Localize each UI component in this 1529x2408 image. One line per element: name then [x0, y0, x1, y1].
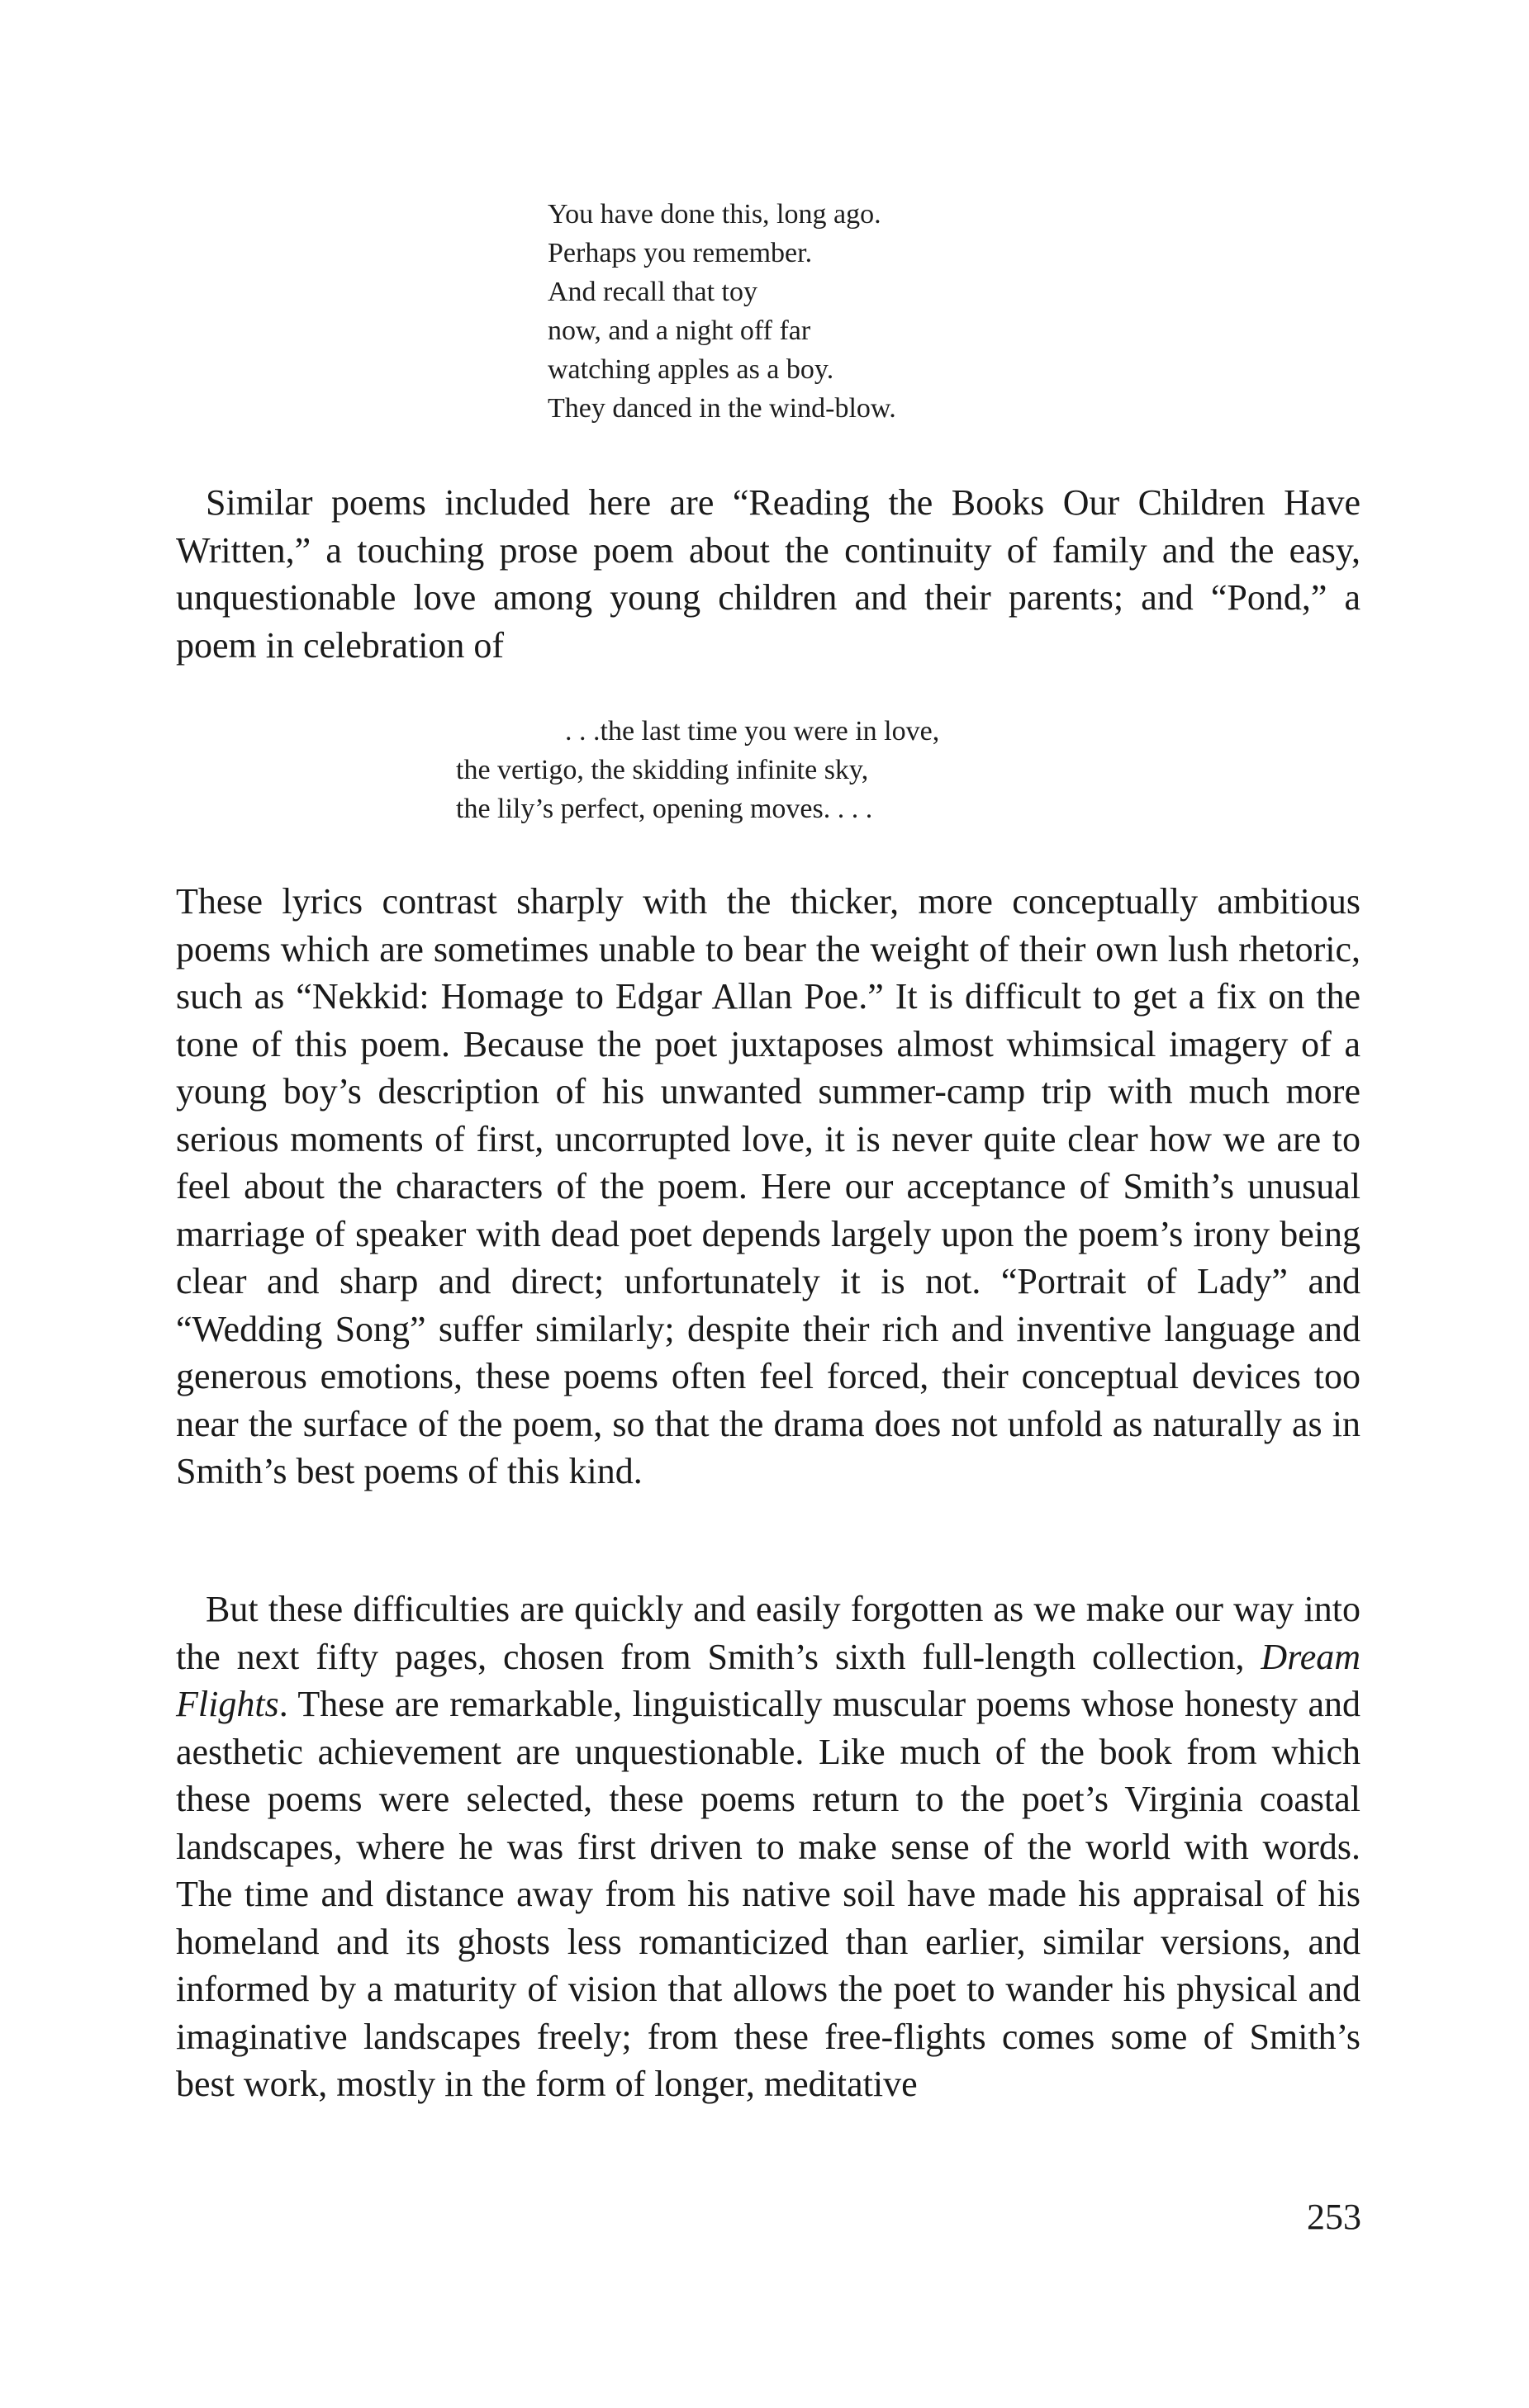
verse-quotation-1	[548, 195, 896, 428]
verse-line: watching apples as a boy.	[548, 354, 834, 385]
body-paragraph-2	[176, 878, 1360, 1496]
verse-line: Perhaps you remember.	[548, 238, 813, 268]
paragraph-text: These lyrics contrast sharply with the thicker, more conceptually ambitious poems which are sometimes unable to bear the weight of their own lush rhetoric, such as “Nekkid: Homage to Edgar Allan Poe.” It is difficult to get a fix on the tone of this poem. Because the poet juxtaposes almost whimsical imagery of a young boy’s description of his unwanted summer-camp trip with much more serious moments of first, uncorrupted love, it is never quite clear how we are to feel about the characters of the poem. Here our acceptance of Smith’s unusual marriage of speaker with dead poet depends largely upon the poem’s irony being clear and sharp and direct; unfortunately it is not. “Portrait of Lady” and “Wedding Song” suffer similarly; despite their rich and inventive language and generous emotions, these poems often feel forced, their conceptual devices too near the surface of the poem, so that the drama does not unfold as naturally as in Smith’s best poems of this kind.	[176, 881, 1360, 1491]
verse-line: the vertigo, the skidding infinite sky,	[456, 755, 869, 785]
verse-line: . . .the last time you were in love,	[565, 716, 940, 747]
body-paragraph-1	[176, 479, 1360, 669]
verse-line: And recall that toy	[548, 277, 757, 307]
paragraph-text: . These are remarkable, linguistically muscular poems whose honesty and aesthetic achievement are unquestionable. Like much of the book from which these poems were selected, these poems return to the poet’s Virginia coastal landscapes, where he was first driven to make sense of the world with words. The time and distance away from his native soil have made his appraisal of his homeland and its ghosts less romanticized than earlier, similar versions, and informed by a maturity of vision that allows the poet to wander his physical and imaginative landscapes freely; from these free-flights comes some of Smith’s best work, mostly in the form of longer, meditative	[176, 1684, 1360, 2104]
verse-line: They danced in the wind-blow.	[548, 393, 896, 424]
paragraph-text: Similar poems included here are “Reading the Books Our Children Have Written,” a touching prose poem about the continuity of family and the easy, unquestionable love among young children and their parents; and “Pond,” a poem in celebration of	[176, 482, 1360, 666]
verse-line: now, and a night off far	[548, 315, 811, 346]
verse-quotation-2	[456, 712, 939, 828]
body-paragraph-3	[176, 1586, 1360, 2108]
book-title: Dream Flights	[176, 1636, 1360, 1724]
paragraph-text: But these difficulties are quickly and easily forgotten as we make our way into the next fifty pages, chosen from Smith’s sixth full-length collection,	[176, 1589, 1360, 1677]
verse-line: You have done this, long ago.	[548, 199, 881, 230]
verse-line: the lily’s perfect, opening moves. . . .	[456, 794, 873, 824]
page-number: 253	[1307, 2197, 1361, 2237]
